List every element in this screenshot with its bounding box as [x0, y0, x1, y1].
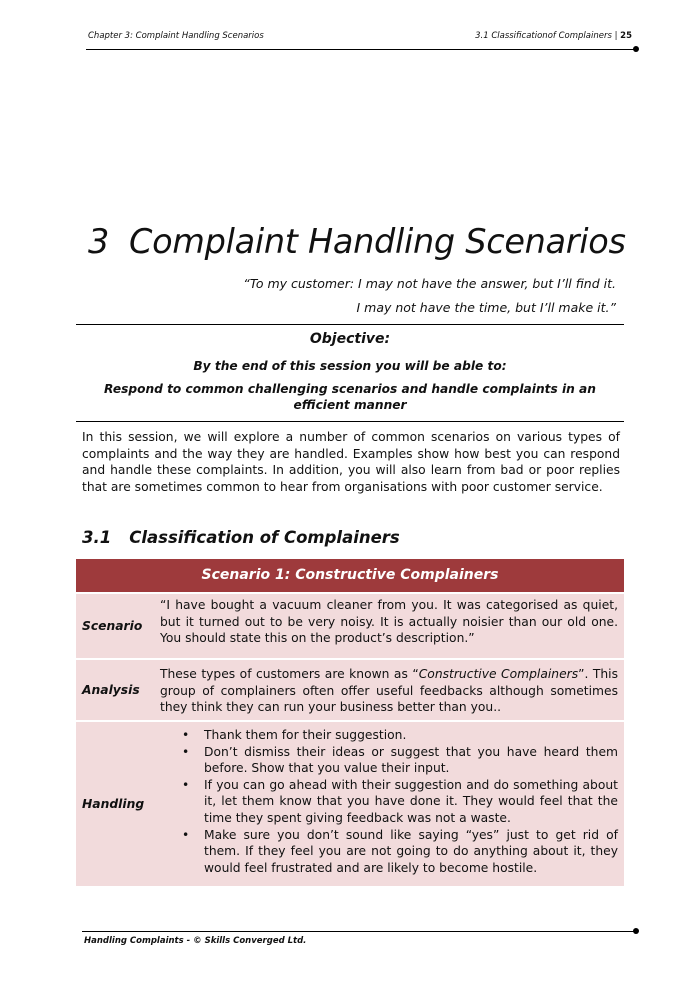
scenario-label: Scenario	[82, 619, 143, 633]
page-header	[86, 28, 636, 48]
list-item	[182, 744, 618, 777]
header-section-title: 3.1 Classificationof Complainers	[475, 31, 612, 41]
header-rule	[86, 49, 636, 50]
analysis-label: Analysis	[82, 683, 140, 697]
scenario-row	[76, 592, 624, 658]
objective-top-rule	[76, 324, 624, 325]
handling-label: Handling	[82, 797, 145, 811]
analysis-text	[160, 660, 624, 720]
handling-row	[76, 720, 624, 886]
handling-item-text: If you can go ahead with their suggestion and do something about it, let them know that you have done it. They would feel that the time they spent giving feedback was not a waste.	[204, 777, 618, 825]
bullet-icon: •	[182, 777, 190, 792]
header-section: 3.1 Classificationof Complainers | 25	[475, 31, 632, 41]
handling-item-text: Don’t dismiss their ideas or suggest that you have heard them before. Show that you value their input.	[204, 744, 618, 776]
objective-bottom-rule	[76, 421, 624, 422]
chapter-title-text: Complaint Handling Scenarios	[129, 222, 626, 261]
analysis-text-pre: These types of customers are known as “	[160, 667, 419, 681]
handling-content	[160, 722, 624, 886]
chapter-title	[88, 222, 626, 261]
page-footer: Handling Complaints - © Skills Converged Ltd.	[84, 936, 307, 946]
footer-rule	[82, 931, 636, 932]
section-number: 3.1	[82, 528, 112, 547]
analysis-text-post: ”. This group of complainers often offer useful feedbacks although sometimes they think they can run your business better than you..	[160, 667, 618, 715]
scenario-table	[76, 559, 624, 886]
bullet-icon: •	[182, 827, 190, 842]
analysis-row	[76, 658, 624, 720]
bullet-icon: •	[182, 744, 190, 759]
handling-item-text: Make sure you don’t sound like saying “yes” just to get rid of them. If they feel you are not going to do anything about it, they would feel frustrated and are likely to become hostile.	[204, 827, 618, 875]
bullet-icon: •	[182, 728, 190, 742]
list-item	[182, 777, 618, 827]
list-item	[182, 727, 618, 744]
header-chapter: Chapter 3: Complaint Handling Scenarios	[88, 31, 264, 41]
objective-title: Objective:	[309, 331, 391, 347]
objective-line-2: Respond to common challenging scenarios and handle complaints in an efficient manner	[104, 382, 596, 412]
objective-line-1: By the end of this session you will be able to:	[193, 359, 507, 373]
header-rule-dot	[633, 46, 639, 52]
section-title: Classification of Complainers	[129, 528, 400, 547]
quote-line-1: “To my customer: I may not have the answer, but I’ll find it.	[243, 276, 616, 291]
chapter-number: 3	[88, 222, 110, 261]
analysis-text-emphasis: Constructive Complainers	[418, 667, 579, 681]
intro-paragraph: In this session, we will explore a number of common scenarios on various types of complaints and the way they are handled. Examples show how best you can respond and handle these complaints. In addition, you will also learn from bad or poor replies that are sometimes common to hear from organisations with poor customer service.	[82, 430, 620, 494]
section-heading	[82, 528, 400, 547]
list-item	[182, 827, 618, 877]
scenario-text: “I have bought a vacuum cleaner from you. It was categorised as quiet, but it turned out to be very noisy. It is actually noisier than our old one. You should state this on the product’s description.”	[160, 598, 618, 646]
handling-item-text: Thank them for their suggestion.	[204, 728, 407, 742]
scenario-table-header: Scenario 1: Constructive Complainers	[76, 559, 624, 592]
footer-rule-dot	[633, 928, 639, 934]
handling-list	[160, 727, 618, 876]
page-number: 25	[620, 31, 632, 41]
quote-line-2: I may not have the time, but I’ll make it.”	[356, 300, 616, 315]
